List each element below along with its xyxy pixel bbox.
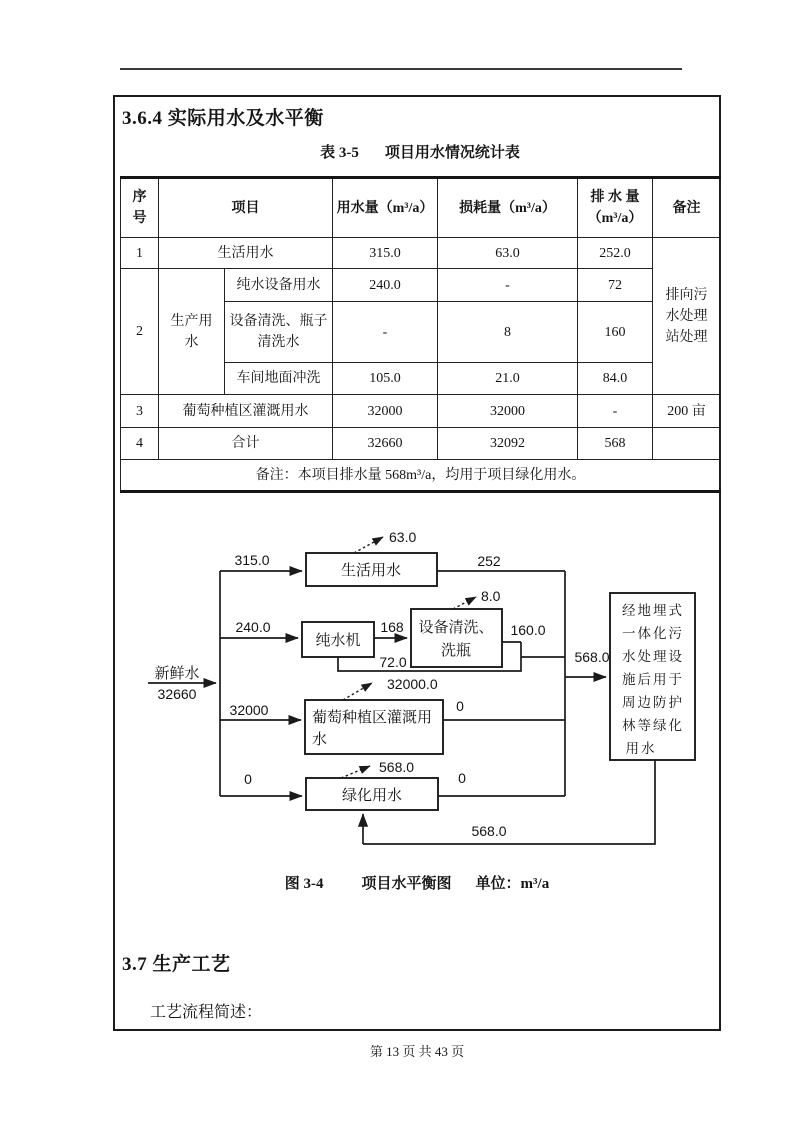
table-row <box>121 395 721 428</box>
cell-r1-item: 生活用水 <box>159 238 333 269</box>
cell-r3-use: 32000 <box>333 395 438 428</box>
washing-node-label-line2: 洗瓶 <box>440 642 472 659</box>
header-drain: 排 水 量 （m³/a） <box>578 178 653 238</box>
flow-label-purifier-to-washing: 168 <box>380 619 404 635</box>
table-row <box>121 238 721 269</box>
cell-r2b-loss: 8 <box>438 302 578 363</box>
figure-caption-title: 项目水平衡图 <box>361 876 452 892</box>
cell-r3-loss: 32000 <box>438 395 578 428</box>
flow-label-domestic-out: 252 <box>477 553 501 569</box>
cell-r1-loss: 63.0 <box>438 238 578 269</box>
cell-r2c-item: 车间地面冲洗 <box>225 363 333 395</box>
cell-r2b-item: 设备清洗、瓶子 清洗水 <box>225 302 333 363</box>
flow-label-to-domestic: 315.0 <box>234 552 270 568</box>
header-loss: 损耗量（m³/a） <box>438 178 578 238</box>
cell-r3-no: 3 <box>121 395 159 428</box>
cell-r2-category: 生产用 水 <box>159 269 225 395</box>
cell-r3-drain: - <box>578 395 653 428</box>
greening-node-label: 绿化用水 <box>341 787 403 804</box>
cell-r2a-drain: 72 <box>578 269 653 302</box>
header-use: 用水量（m³/a） <box>333 178 438 238</box>
vineyard-node-label-line2: 水 <box>312 731 328 748</box>
treatment-node-label-line1: 经地埋式 <box>622 603 684 618</box>
figure-caption <box>113 872 721 893</box>
table-title <box>120 141 720 162</box>
cell-r2c-drain: 84.0 <box>578 363 653 395</box>
cell-r2b-drain: 160 <box>578 302 653 363</box>
cell-remark-rows12: 排向污 水处理 站处理 <box>653 238 721 395</box>
cell-r4-use: 32660 <box>333 428 438 460</box>
flow-label-washing-out: 160.0 <box>510 622 546 638</box>
table-header-row <box>121 178 721 238</box>
figure-caption-prefix: 图 3-4 <box>284 876 324 892</box>
input-label: 新鲜水 <box>154 665 200 682</box>
treatment-node-label-line6: 林等绿化 <box>622 718 684 733</box>
cell-r2a-item: 纯水设备用水 <box>225 269 333 302</box>
cell-r2-no: 2 <box>121 269 159 395</box>
flow-label-to-greening: 0 <box>244 771 252 787</box>
cell-r2a-loss: - <box>438 269 578 302</box>
washing-node-label-line1: 设备清洗、 <box>418 619 494 636</box>
treatment-node-label-line2: 一体化污 <box>622 626 684 641</box>
vineyard-node-label-line1: 葡萄种植区灌溉用 <box>312 709 433 726</box>
loss-arrow-vineyard <box>343 683 372 700</box>
process-intro-text: 工艺流程简述： <box>150 1004 263 1021</box>
cell-r3-item: 葡萄种植区灌溉用水 <box>159 395 333 428</box>
flow-label-bypass: 72.0 <box>379 654 407 670</box>
table-row <box>121 269 721 302</box>
figure-caption-unit: 单位：m³/a <box>475 876 550 892</box>
cell-r4-loss: 32092 <box>438 428 578 460</box>
flow-label-greening-loss: 568.0 <box>379 759 415 775</box>
cell-r3-remark: 200 亩 <box>653 395 721 428</box>
cell-r1-no: 1 <box>121 238 159 269</box>
input-value-label: 32660 <box>157 686 197 702</box>
flow-label-return: 568.0 <box>471 823 507 839</box>
cell-r4-remark <box>653 428 721 460</box>
flow-label-to-treatment: 568.0 <box>574 649 610 665</box>
table-title-prefix: 表 3-5 <box>320 145 359 161</box>
flow-label-domestic-loss: 63.0 <box>389 529 417 545</box>
loss-arrow-domestic <box>354 537 383 553</box>
flow-label-vineyard-loss: 32000.0 <box>387 676 438 692</box>
water-balance-diagram <box>115 505 725 860</box>
cell-r2c-use: 105.0 <box>333 363 438 395</box>
water-use-table <box>120 176 721 493</box>
table-grid <box>120 176 721 493</box>
treatment-node-label-line7: 用水 <box>625 741 657 756</box>
cell-r1-use: 315.0 <box>333 238 438 269</box>
loss-arrow-washing <box>453 597 476 609</box>
section-heading-37: 3.7 生产工艺 <box>122 954 231 975</box>
flow-label-to-vineyard: 32000 <box>229 702 269 718</box>
purifier-node-label: 纯水机 <box>315 632 361 649</box>
table-note-row <box>121 460 721 492</box>
section-heading-364: 3.6.4 实际用水及水平衡 <box>122 108 324 129</box>
flow-label-greening-out: 0 <box>458 770 466 786</box>
flow-label-to-purifier: 240.0 <box>235 619 271 635</box>
treatment-node-label-line5: 周边防护 <box>622 695 684 710</box>
table-note: 备注：本项目排水量 568m³/a，均用于项目绿化用水。 <box>121 460 721 492</box>
flow-label-washing-loss: 8.0 <box>481 588 501 604</box>
cell-r4-item: 合计 <box>159 428 333 460</box>
cell-r2b-use: - <box>333 302 438 363</box>
header-rule <box>120 68 682 70</box>
table-row <box>121 428 721 460</box>
header-item: 项目 <box>159 178 333 238</box>
treatment-node-label-line3: 水处理设 <box>622 649 684 664</box>
table-title-text: 项目用水情况统计表 <box>384 145 520 161</box>
page-footer: 第 13 页 共 43 页 <box>369 1044 465 1059</box>
cell-r2a-use: 240.0 <box>333 269 438 302</box>
cell-r4-drain: 568 <box>578 428 653 460</box>
header-no: 序 号 <box>121 178 159 238</box>
cell-r2c-loss: 21.0 <box>438 363 578 395</box>
loss-arrow-greening <box>341 766 370 778</box>
treatment-node-label-line4: 施后用于 <box>622 672 684 687</box>
cell-r4-no: 4 <box>121 428 159 460</box>
flow-label-vineyard-out: 0 <box>456 698 464 714</box>
domestic-node-label: 生活用水 <box>340 562 402 579</box>
cell-r1-drain: 252.0 <box>578 238 653 269</box>
header-remark: 备注 <box>653 178 721 238</box>
